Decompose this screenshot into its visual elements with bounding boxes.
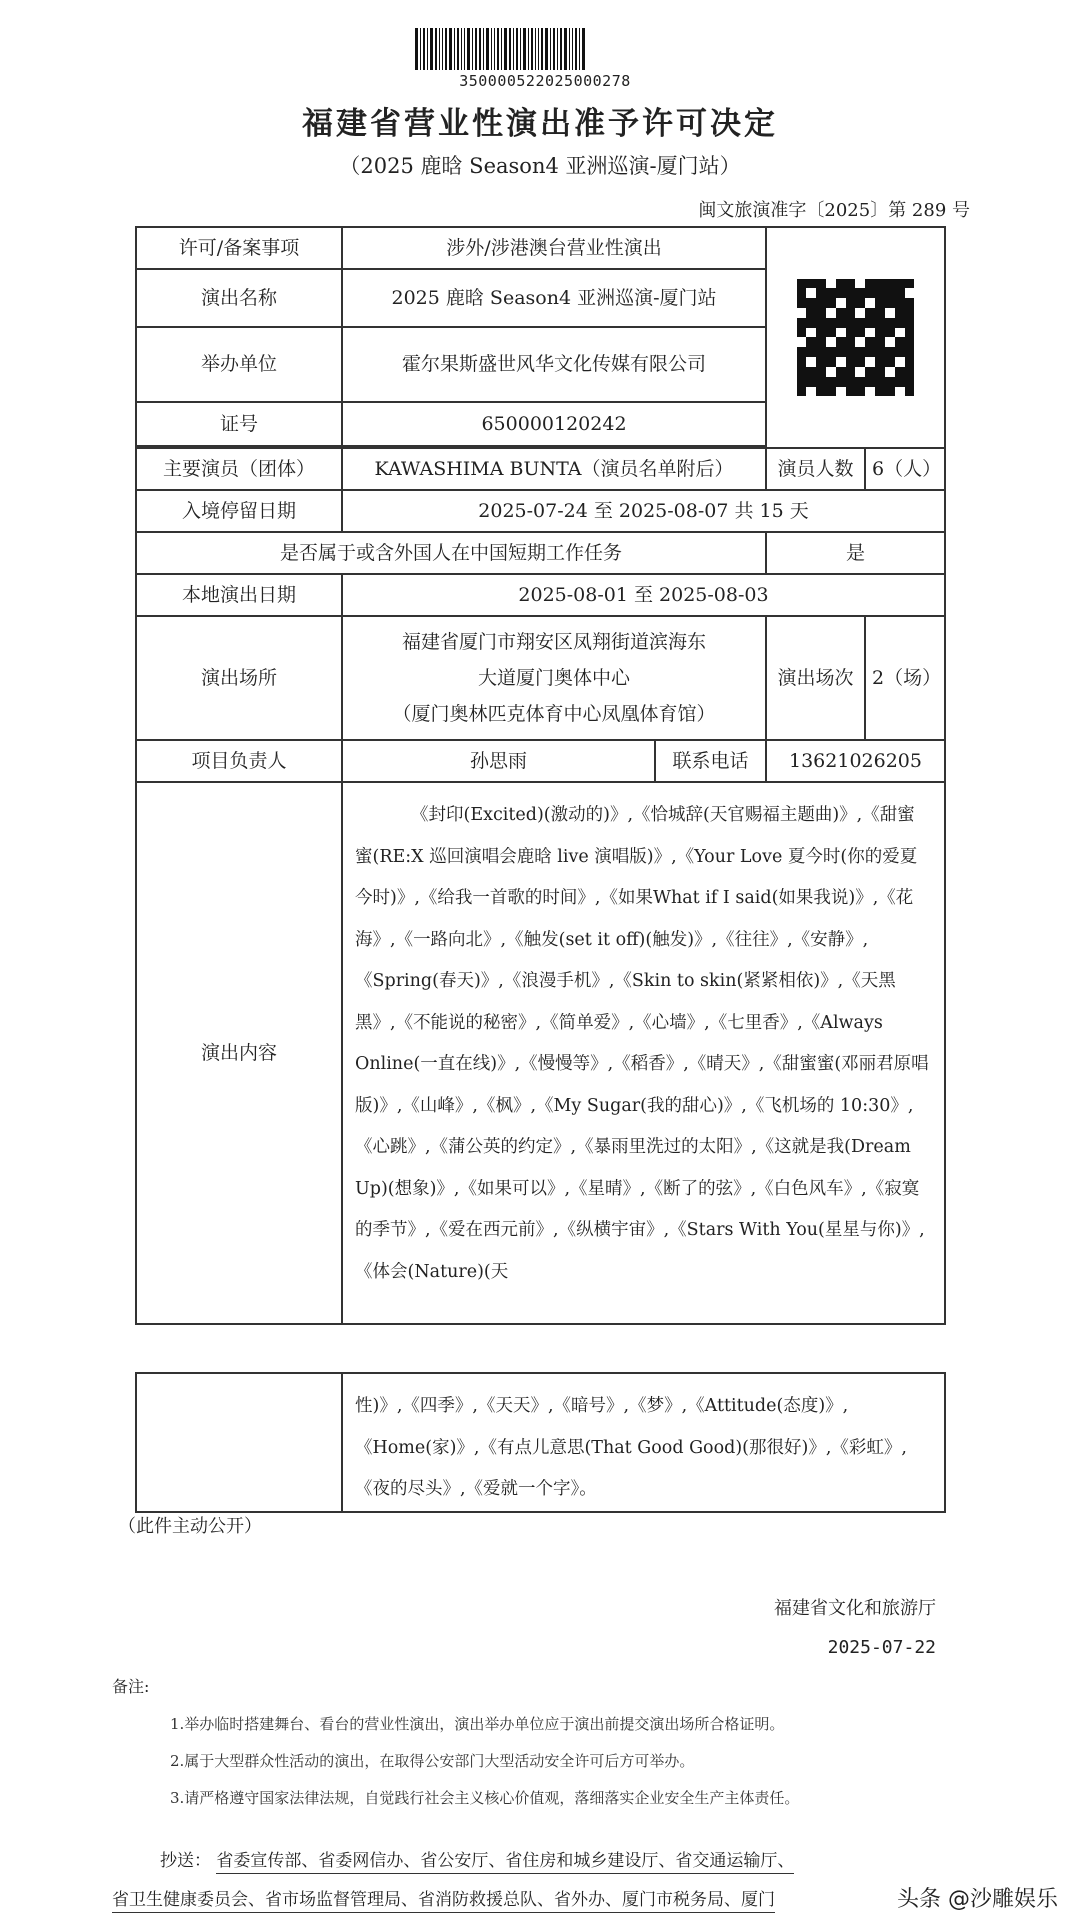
qr-module <box>806 387 816 397</box>
label-performer: 主要演员（团体） <box>136 448 342 490</box>
qr-module <box>885 279 895 289</box>
barcode-bar <box>420 28 421 70</box>
barcode-bar <box>435 28 437 70</box>
barcode-bar <box>415 28 418 70</box>
label-show-name: 演出名称 <box>136 269 342 327</box>
qr-module <box>826 367 836 377</box>
barcode-bar <box>445 28 447 70</box>
qr-module <box>797 328 807 338</box>
barcode-bar <box>430 28 433 70</box>
value-sessions: 2（场） <box>865 616 945 740</box>
qr-module <box>885 288 895 298</box>
barcode-bar <box>550 28 551 70</box>
qr-module <box>797 377 807 387</box>
qr-module <box>905 298 915 308</box>
qr-module <box>885 318 895 328</box>
qr-module <box>905 318 915 328</box>
qr-module <box>826 288 836 298</box>
qr-cell <box>766 227 945 448</box>
watermark: 头条 @沙雕娱乐 <box>889 1880 1066 1915</box>
cc-recipients-2: 省卫生健康委员会、省市场监督管理局、省消防救援总队、省外办、厦门市税务局、厦门 <box>112 1890 775 1913</box>
qr-module <box>895 347 905 357</box>
qr-module <box>806 288 816 298</box>
issue-date: 2025-07-22 <box>827 1637 936 1658</box>
barcode-bar <box>497 28 499 70</box>
qr-module <box>855 347 865 357</box>
barcode-bar <box>541 28 543 70</box>
qr-module <box>846 377 856 387</box>
public-note: （此件主动公开） <box>118 1516 262 1537</box>
qr-module <box>905 347 915 357</box>
barcode-bar <box>449 28 452 70</box>
label-phone: 联系电话 <box>655 740 766 782</box>
barcode-bar <box>523 28 526 70</box>
qr-module <box>797 318 807 328</box>
barcode-bar <box>545 28 548 70</box>
qr-module <box>855 357 865 367</box>
value-local-dates: 2025-08-01 至 2025-08-03 <box>342 574 945 616</box>
barcode-bar <box>513 28 514 70</box>
qr-module <box>875 308 885 318</box>
barcode-bar <box>575 28 577 70</box>
qr-module <box>806 337 816 347</box>
barcode-bar <box>564 28 567 70</box>
qr-module <box>895 298 905 308</box>
qr-module <box>855 328 865 338</box>
qr-module <box>797 337 807 347</box>
qr-module <box>806 377 816 387</box>
qr-module <box>836 318 846 328</box>
cc-line-1 <box>160 1846 794 1871</box>
qr-module <box>826 377 836 387</box>
qr-module <box>865 318 875 328</box>
barcode-bar <box>501 28 502 70</box>
value-permit: 涉外/涉港澳台营业性演出 <box>342 227 766 269</box>
qr-module <box>885 357 895 367</box>
value-phone: 13621026205 <box>766 740 945 782</box>
qr-module <box>895 288 905 298</box>
barcode-bar <box>439 28 440 70</box>
label-content: 演出内容 <box>136 782 342 1324</box>
qr-module <box>905 377 915 387</box>
qr-module <box>875 279 885 289</box>
qr-module <box>875 337 885 347</box>
qr-module <box>826 318 836 328</box>
qr-module <box>806 347 816 357</box>
qr-module <box>846 328 856 338</box>
qr-module <box>836 308 846 318</box>
qr-module <box>816 357 826 367</box>
barcode-bar <box>557 28 558 70</box>
barcode-bar <box>535 28 536 70</box>
cc-recipients-1: 省委宣传部、省委网信办、省公安厅、省住房和城乡建设厅、省交通运输厅、 <box>216 1851 794 1874</box>
qr-module <box>905 387 915 397</box>
barcode-number: 350000522025000278 <box>459 72 631 90</box>
qr-module <box>865 288 875 298</box>
qr-module <box>846 288 856 298</box>
value-performer: KAWASHIMA BUNTA（演员名单附后） <box>342 448 766 490</box>
qr-module <box>826 347 836 357</box>
qr-module <box>865 367 875 377</box>
qr-module <box>797 367 807 377</box>
value-performer-count: 6（人） <box>865 448 945 490</box>
qr-module <box>846 279 856 289</box>
barcode-bar <box>520 28 521 70</box>
qr-module <box>895 377 905 387</box>
qr-module <box>855 308 865 318</box>
barcode <box>415 28 669 70</box>
qr-module <box>855 367 865 377</box>
qr-module <box>806 328 816 338</box>
qr-module <box>885 328 895 338</box>
qr-module <box>865 357 875 367</box>
qr-module <box>846 387 856 397</box>
label-performer-count: 演员人数 <box>766 448 865 490</box>
qr-module <box>875 387 885 397</box>
qr-module <box>875 347 885 357</box>
qr-module <box>826 328 836 338</box>
qr-module <box>885 377 895 387</box>
qr-module <box>865 298 875 308</box>
barcode-bar <box>579 28 580 70</box>
label-stay: 入境停留日期 <box>136 490 342 532</box>
qr-module <box>895 279 905 289</box>
qr-module <box>826 337 836 347</box>
qr-module <box>836 328 846 338</box>
document-number: 闽文旅演准字〔2025〕第 289 号 <box>698 200 970 221</box>
barcode-bar <box>516 28 518 70</box>
qr-module <box>836 298 846 308</box>
qr-module <box>855 279 865 289</box>
qr-module <box>895 357 905 367</box>
value-cert: 650000120242 <box>342 402 766 446</box>
qr-module <box>855 377 865 387</box>
label-venue: 演出场所 <box>136 616 342 740</box>
qr-code <box>797 279 915 397</box>
qr-module <box>816 279 826 289</box>
remark-3: 3.请严格遵守国家法律法规，自觉践行社会主义核心价值观，落细落实企业安全生产主体责任。 <box>170 1789 800 1807</box>
qr-module <box>846 337 856 347</box>
page-subtitle: （2025 鹿晗 Season4 亚洲巡演-厦门站） <box>339 154 741 178</box>
qr-module <box>875 318 885 328</box>
barcode-bar <box>572 28 573 70</box>
venue-line-2: 大道厦门奥体中心 <box>477 666 630 689</box>
qr-module <box>816 298 826 308</box>
label-sessions: 演出场次 <box>766 616 865 740</box>
qr-module <box>885 387 895 397</box>
qr-module <box>806 318 816 328</box>
qr-module <box>846 298 856 308</box>
qr-module <box>885 298 895 308</box>
barcode-bar <box>472 28 473 70</box>
barcode-bar <box>464 28 465 70</box>
qr-module <box>875 328 885 338</box>
qr-module <box>895 387 905 397</box>
value-stay: 2025-07-24 至 2025-08-07 共 15 天 <box>342 490 945 532</box>
qr-module <box>895 337 905 347</box>
qr-module <box>797 298 807 308</box>
qr-module <box>816 308 826 318</box>
qr-module <box>826 387 836 397</box>
barcode-bar <box>582 28 585 70</box>
barcode-bar <box>454 28 455 70</box>
qr-module <box>806 367 816 377</box>
qr-module <box>905 279 915 289</box>
qr-module <box>836 357 846 367</box>
label-local-dates: 本地演出日期 <box>136 574 342 616</box>
qr-module <box>826 308 836 318</box>
qr-module <box>865 377 875 387</box>
qr-module <box>855 387 865 397</box>
qr-module <box>885 347 895 357</box>
qr-module <box>836 387 846 397</box>
remark-2: 2.属于大型群众性活动的演出，在取得公安部门大型活动安全许可后方可举办。 <box>170 1752 695 1770</box>
barcode-bar <box>538 28 539 70</box>
barcode-bar <box>569 28 570 70</box>
qr-module <box>816 318 826 328</box>
value-foreign-work: 是 <box>766 532 945 574</box>
qr-module <box>875 357 885 367</box>
barcode-bar <box>457 28 459 70</box>
qr-module <box>865 337 875 347</box>
issuer: 福建省文化和旅游厅 <box>774 1598 936 1619</box>
qr-module <box>816 367 826 377</box>
barcode-bar <box>461 28 462 70</box>
barcode-bar <box>531 28 533 70</box>
qr-module <box>875 367 885 377</box>
qr-module <box>797 387 807 397</box>
barcode-bar <box>553 28 555 70</box>
qr-module <box>905 337 915 347</box>
qr-module <box>826 298 836 308</box>
qr-module <box>836 279 846 289</box>
remarks-label: 备注: <box>112 1677 150 1696</box>
qr-module <box>797 288 807 298</box>
qr-module <box>865 387 875 397</box>
qr-module <box>816 387 826 397</box>
qr-module <box>797 357 807 367</box>
qr-module <box>905 357 915 367</box>
value-organizer: 霍尔果斯盛世风华文化传媒有限公司 <box>342 327 766 402</box>
qr-module <box>905 288 915 298</box>
qr-module <box>846 318 856 328</box>
qr-module <box>905 308 915 318</box>
qr-module <box>846 347 856 357</box>
barcode-bar <box>479 28 481 70</box>
qr-module <box>855 298 865 308</box>
value-content-songs-cont: 性)》,《四季》,《天天》,《暗号》,《梦》,《Attitude(态度)》,《Home(家)》,《有点儿意思(That Good Good)(那很好)》,《彩虹》,《夜的尽头》,《爱就一个字》。 <box>342 1373 945 1512</box>
label-organizer: 举办单位 <box>136 327 342 402</box>
barcode-bar <box>504 28 507 70</box>
qr-module <box>865 328 875 338</box>
qr-module <box>806 357 816 367</box>
qr-module <box>797 347 807 357</box>
label-manager: 项目负责人 <box>136 740 342 782</box>
qr-module <box>797 308 807 318</box>
qr-module <box>905 328 915 338</box>
barcode-bar <box>467 28 470 70</box>
barcode-bar <box>509 28 511 70</box>
remark-1: 1.举办临时搭建舞台、看台的营业性演出，演出举办单位应于演出前提交演出场所合格证明。 <box>170 1715 785 1733</box>
qr-module <box>865 347 875 357</box>
qr-module <box>816 288 826 298</box>
qr-module <box>895 318 905 328</box>
barcode-bar <box>560 28 562 70</box>
qr-module <box>836 337 846 347</box>
qr-module <box>875 377 885 387</box>
qr-module <box>806 279 816 289</box>
qr-module <box>855 288 865 298</box>
cc-line-2 <box>112 1885 775 1910</box>
qr-module <box>865 308 875 318</box>
qr-module <box>885 308 895 318</box>
qr-module <box>855 337 865 347</box>
qr-module <box>826 357 836 367</box>
qr-module <box>816 337 826 347</box>
qr-module <box>846 308 856 318</box>
label-foreign-work: 是否属于或含外国人在中国短期工作任务 <box>136 532 766 574</box>
qr-module <box>846 367 856 377</box>
qr-module <box>806 308 816 318</box>
value-manager: 孙思雨 <box>342 740 655 782</box>
value-show-name: 2025 鹿晗 Season4 亚洲巡演-厦门站 <box>342 269 766 327</box>
barcode-bar <box>427 28 428 70</box>
value-venue <box>342 616 766 740</box>
qr-module <box>885 367 895 377</box>
qr-module <box>885 337 895 347</box>
qr-module <box>797 279 807 289</box>
qr-module <box>816 347 826 357</box>
qr-module <box>855 318 865 328</box>
cc-label: 抄送： <box>160 1851 211 1871</box>
qr-module <box>836 377 846 387</box>
barcode-bar <box>442 28 443 70</box>
qr-module <box>806 298 816 308</box>
barcode-bar <box>483 28 484 70</box>
qr-module <box>895 367 905 377</box>
venue-line-3: （厦门奥林匹克体育中心凤凰体育馆） <box>392 703 716 726</box>
qr-module <box>895 328 905 338</box>
label-content-cont <box>136 1373 342 1512</box>
qr-module <box>875 288 885 298</box>
barcode-bar <box>528 28 529 70</box>
qr-module <box>875 298 885 308</box>
barcode-bar <box>475 28 477 70</box>
permit-table <box>135 226 946 1325</box>
barcode-bar <box>491 28 492 70</box>
qr-module <box>846 357 856 367</box>
value-content-songs: 《封印(Excited)(激动的)》,《恰城辞(天官赐福主题曲)》,《甜蜜蜜(RE:X 巡回演唱会鹿晗 live 演唱版)》,《Your Love 夏今时(你的爱夏今时)》,《给我一首歌的时间》,《如果What if I said(如果我说)》,《花海》,《一路向北》,《触发(set it off)(触发)》,《往往》,《安静》,《Spring(春天)》,《浪漫手机》,《Skin to skin(紧紧相依)》,《天黑黑》,《不能说的秘密》,《简单爱》,《心墙》,《七里香》,《Always Online(一直在线)》,《慢慢等》,《稻香》,《晴天》,《甜蜜蜜(邓丽君原唱版)》,《山峰》,《枫》,《My Sugar(我的甜心)》,《飞机场的 10:30》,《心跳》,《蒲公英的约定》,《暴雨里洗过的太阳》,《这就是我(Dream Up)(想象)》,《如果可以》,《星晴》,《断了的弦》,《白色风车》,《寂寞的季节》,《爱在西元前》,《纵横宇宙》,《Stars With You(星星与你)》,《体会(Nature)(天 <box>342 782 945 1324</box>
qr-module <box>836 367 846 377</box>
qr-module <box>895 308 905 318</box>
qr-module <box>816 377 826 387</box>
qr-module <box>836 347 846 357</box>
barcode-bar <box>494 28 495 70</box>
qr-module <box>905 367 915 377</box>
page-title: 福建省营业性演出准予许可决定 <box>302 106 778 142</box>
qr-module <box>836 288 846 298</box>
barcode-bar <box>423 28 425 70</box>
permit-table-continued <box>135 1372 946 1513</box>
venue-line-1: 福建省厦门市翔安区凤翔街道滨海东 <box>401 630 706 653</box>
qr-module <box>816 328 826 338</box>
label-permit: 许可/备案事项 <box>136 227 342 269</box>
label-cert: 证号 <box>136 402 342 446</box>
barcode-bar <box>486 28 489 70</box>
qr-module <box>865 279 875 289</box>
qr-module <box>826 279 836 289</box>
